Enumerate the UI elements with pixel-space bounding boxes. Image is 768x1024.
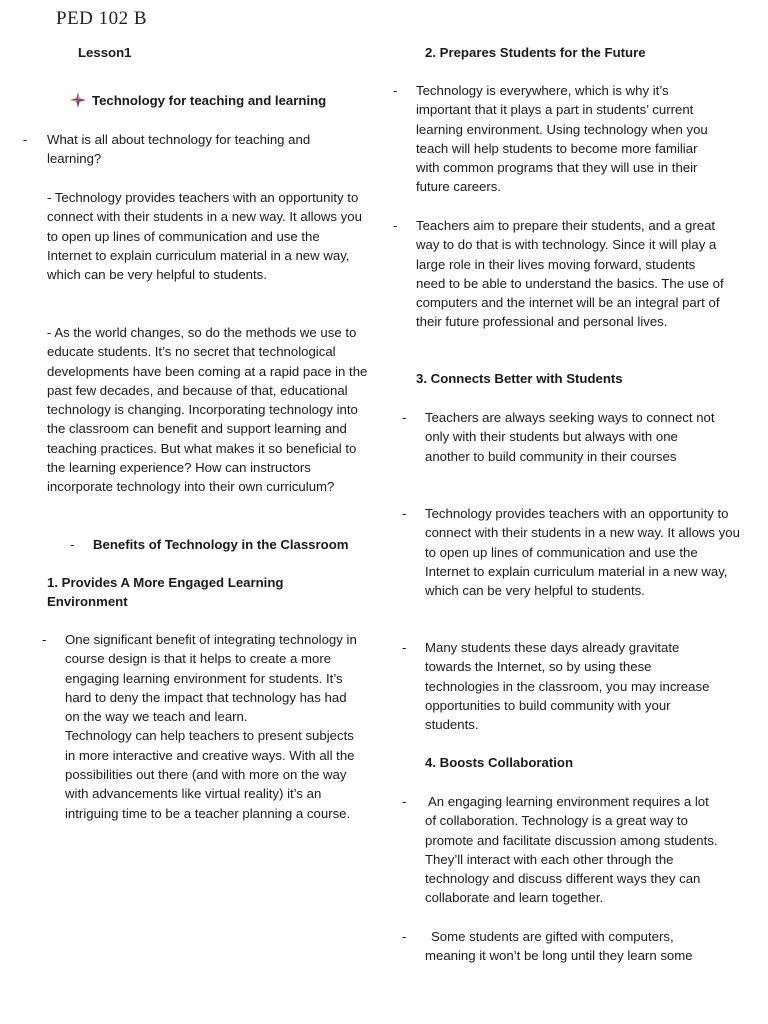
heading-engaged-environment (47, 573, 307, 612)
paragraph-world-changes: - As the world changes, so do the methods we use to educate students. It’s no secret that technological developments have been coming at a rapid pace in the past few decades, and because of that, educational technology is changing. Incorporating technology into the classroom can benefit and support learning and teaching practices. But what makes it so beneficial to the learning experience? How can instructors incorporate technology into their own curriculum? (47, 325, 368, 495)
heading-connects (416, 369, 623, 388)
paragraph-seeking-connect: Teachers are always seeking ways to connect not only with their students but always with one another to build community in their courses (425, 410, 715, 464)
lesson-title (70, 91, 326, 110)
bullet-dash: - (23, 132, 28, 147)
benefits-heading: Benefits of Technology in the Classroom (93, 537, 349, 552)
heading-number: 4. (425, 755, 436, 770)
star-bullet-icon (70, 92, 86, 108)
paragraph-connect: - Technology provides teachers with an opportunity to connect with their students in a new way. It allows you to open up lines of communication and use the Internet to explain curriculum material in a new way, which can be very helpful to students. (47, 190, 362, 283)
engaging-benefit-text: One significant benefit of integrating technology in course design is that it helps to create a more engaging learning environment for students. It’s hard to deny the impact that technology has had on the way we teach and learn. (65, 632, 357, 725)
bullet-dash: - (402, 640, 407, 655)
bullet-dash: - (393, 218, 398, 233)
heading-collaboration (425, 753, 573, 772)
heading-number: 1. (47, 575, 58, 590)
lesson-title-text: Technology for teaching and learning (92, 93, 327, 108)
heading-text: Provides A More Engaged Learning Environment (47, 575, 284, 610)
paragraph-prepare-students: Teachers aim to prepare their students, and a great way to do that is with technology. Since it will play a large role in their lives moving forward, students need to be able to understand the basics. The use of computers and the internet will be an integral part of their future professional and personal lives. (416, 218, 724, 330)
paragraph-gravitate-internet: Many students these days already gravitate towards the Internet, so by using these technologies in the classroom, you may increase opportunities to build community with your students. (425, 640, 710, 733)
heading-text: Prepares Students for the Future (439, 45, 646, 60)
paragraph-engaging-collaboration: An engaging learning environment requires a lot of collaboration. Technology is a great way to promote and facilitate discussion among students. They’ll interact with each other through the technology and discuss different ways they can collaborate and learn together. (425, 794, 718, 906)
bullet-dash: - (402, 506, 407, 521)
engaging-benefit-continued: Technology can help teachers to present subjects in more interactive and creative ways. With all the possibilities out there (and with more on the way with advancements like virtual reality) it’s an intriguing time to be a teacher planning a course. (65, 728, 355, 821)
bullet-dash: - (402, 929, 407, 944)
heading-text: Connects Better with Students (430, 371, 623, 386)
heading-future (425, 43, 646, 62)
bullet-dash: - (70, 537, 75, 552)
lesson-label: Lesson1 (78, 45, 132, 60)
paragraph-gifted-students: Some students are gifted with computers, meaning it won’t be long until they learn some (425, 929, 693, 964)
bullet-dash: - (393, 83, 398, 98)
bullet-dash: - (402, 410, 407, 425)
paragraph-new-way: Technology provides teachers with an opportunity to connect with their students in a new way. It allows you to open up lines of communication and use the Internet to explain curriculum material in a new way, which can be very helpful to students. (425, 506, 740, 599)
heading-number: 3. (416, 371, 427, 386)
bullet-dash: - (402, 794, 407, 809)
course-code: PED 102 B (56, 8, 148, 29)
heading-number: 2. (425, 45, 436, 60)
paragraph-tech-everywhere: Technology is everywhere, which is why it’s important that it plays a part in students’ current learning environment. Using technology when you teach will help students to become more familiar with common programs that they will use in their future careers. (416, 83, 708, 195)
paragraph-engaging-benefit (65, 630, 361, 823)
heading-text: Boosts Collaboration (439, 755, 574, 770)
intro-question: What is all about technology for teaching and learning? (47, 132, 311, 167)
bullet-dash: - (42, 632, 47, 647)
